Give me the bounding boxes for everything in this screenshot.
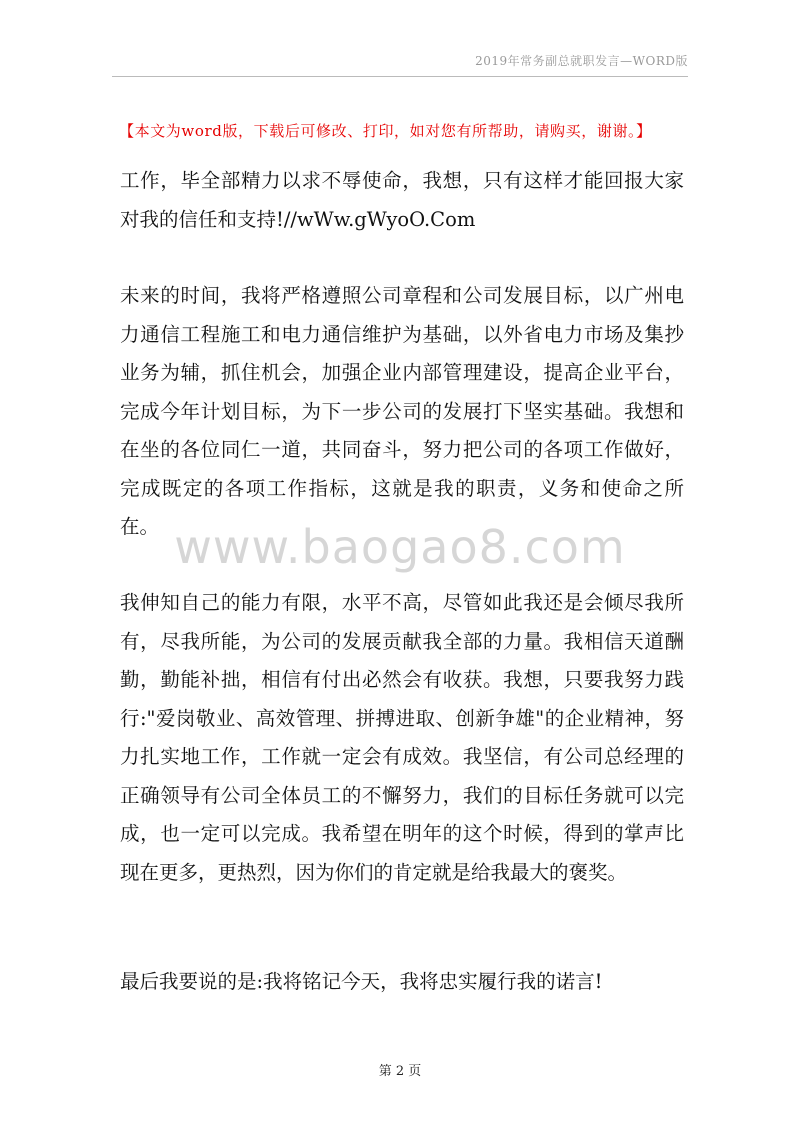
- paragraph-text: 工作，毕全部精力以求不辱使命，我想，只有这样才能回报大家对我的信任和支持!//wWw.gWyoO.Com: [120, 169, 684, 231]
- header-divider: [112, 76, 688, 77]
- paragraph-text: 最后我要说的是:我将铭记今天，我将忠实履行我的诺言!: [120, 970, 603, 993]
- watermark: www.baogao8.com: [174, 520, 626, 574]
- page-header-title: 2019年常务副总就职发言—WORD版: [475, 54, 688, 68]
- paragraph-text: 我伸知自己的能力有限，水平不高，尽管如此我还是会倾尽我所有，尽我所能，为公司的发展贡献我全部的力量。我相信天道酬勤，勤能补拙，相信有付出必然会有收获。我想，只要我努力践行:"爱岗敬业、高效管理、拼搏进取、创新争雄"的企业精神，努力扎实地工作，工作就一定会有成效。我坚信，有公司总经理的正确领导有公司全体员工的不懈努力，我们的目标任务就可以完成，也一定可以完成。我希望在明年的这个时候，得到的掌声比现在更多，更热烈，因为你们的肯定就是给我最大的褒奖。: [120, 591, 684, 884]
- paragraph-text: 未来的时间，我将严格遵照公司章程和公司发展目标，以广州电力通信工程施工和电力通信维护为基础，以外省电力市场及集抄业务为辅，抓住机会，加强企业内部管理建设，提高企业平台，完成今年计划目标，为下一步公司的发展打下坚实基础。我想和在坐的各位同仁一道，共同奋斗，努力把公司的各项工作做好，完成既定的各项工作指标，这就是我的职责，义务和使命之所在。: [120, 284, 684, 538]
- paragraph-4: [120, 963, 684, 1002]
- page-number: 第 2 页: [378, 1064, 422, 1079]
- paragraph-3: [120, 584, 684, 892]
- paragraph-1: [120, 162, 684, 239]
- paragraph-2: [120, 277, 684, 547]
- purchase-notice: 【本文为word版，下载后可修改、打印，如对您有所帮助，请购买，谢谢。】: [119, 122, 652, 140]
